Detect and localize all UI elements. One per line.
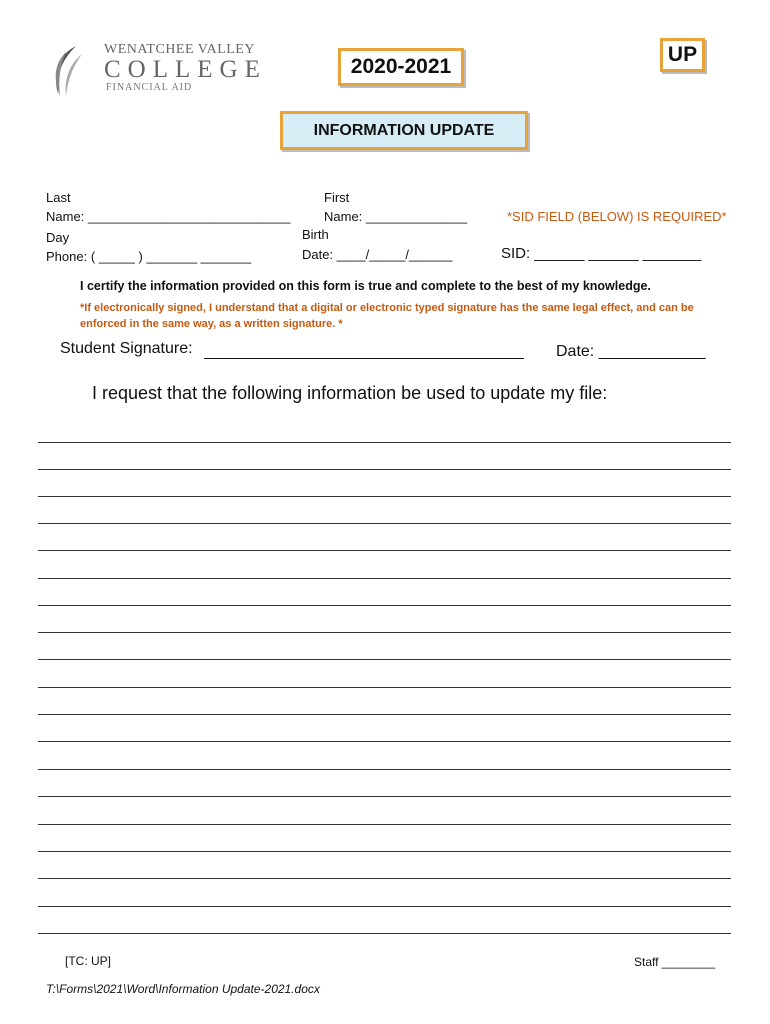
certification-statement: I certify the information provided on this form is true and complete to the best of my knowledge.: [80, 279, 651, 293]
writing-line[interactable]: [38, 523, 731, 524]
sid-required-note: *SID FIELD (BELOW) IS REQUIRED*: [507, 209, 727, 224]
logo-line-1: WENATCHEE VALLEY: [104, 42, 255, 57]
writing-line[interactable]: [38, 632, 731, 633]
writing-line[interactable]: [38, 687, 731, 688]
tc-code: [TC: UP]: [65, 954, 112, 968]
logo-line-3: FINANCIAL AID: [106, 82, 193, 93]
year-box: 2020-2021: [338, 48, 464, 86]
writing-line[interactable]: [38, 550, 731, 551]
esignature-note: *If electronically signed, I understand that a digital or electronic typed signature has the same legal effect, and can be enforced in the same way, as a written signature. *: [80, 302, 694, 330]
writing-line[interactable]: [38, 496, 731, 497]
last-name-label: Last: [46, 190, 71, 205]
student-signature-line[interactable]: [204, 358, 524, 359]
writing-line[interactable]: [38, 442, 731, 443]
first-name-label: First: [324, 190, 350, 205]
writing-line[interactable]: [38, 906, 731, 907]
file-path: T:\Forms\2021\Word\Information Update-2021.docx: [46, 982, 320, 996]
writing-line[interactable]: [38, 769, 731, 770]
sid-field[interactable]: SID: ______ ______ _______: [501, 245, 702, 262]
writing-line[interactable]: [38, 469, 731, 470]
writing-line[interactable]: [38, 824, 731, 825]
day-phone-field[interactable]: Phone: ( _____ ) _______ _______: [46, 249, 252, 264]
writing-line[interactable]: [38, 796, 731, 797]
birth-date-field[interactable]: Date: ____/_____/______: [302, 247, 453, 262]
feather-leaf-icon: [46, 44, 86, 98]
logo-line-2: COLLEGE: [104, 56, 267, 83]
student-signature-label: Student Signature:: [60, 340, 193, 357]
request-statement: I request that the following information be used to update my file:: [92, 383, 608, 403]
writing-line[interactable]: [38, 578, 731, 579]
writing-line[interactable]: [38, 878, 731, 879]
form-title: INFORMATION UPDATE: [280, 111, 528, 150]
writing-line[interactable]: [38, 659, 731, 660]
first-name-field[interactable]: Name: ______________: [324, 209, 468, 224]
signature-date-field[interactable]: Date: ____________: [556, 343, 706, 360]
day-phone-label: Day: [46, 230, 70, 245]
writing-line[interactable]: [38, 933, 731, 934]
writing-line[interactable]: [38, 605, 731, 606]
writing-line[interactable]: [38, 714, 731, 715]
staff-field[interactable]: Staff ________: [634, 955, 716, 969]
birth-date-label: Birth: [302, 227, 329, 242]
writing-line[interactable]: [38, 851, 731, 852]
form-code-box: UP: [660, 38, 705, 72]
last-name-field[interactable]: Name: ____________________________: [46, 209, 291, 224]
writing-line[interactable]: [38, 741, 731, 742]
college-logo: [46, 42, 267, 98]
